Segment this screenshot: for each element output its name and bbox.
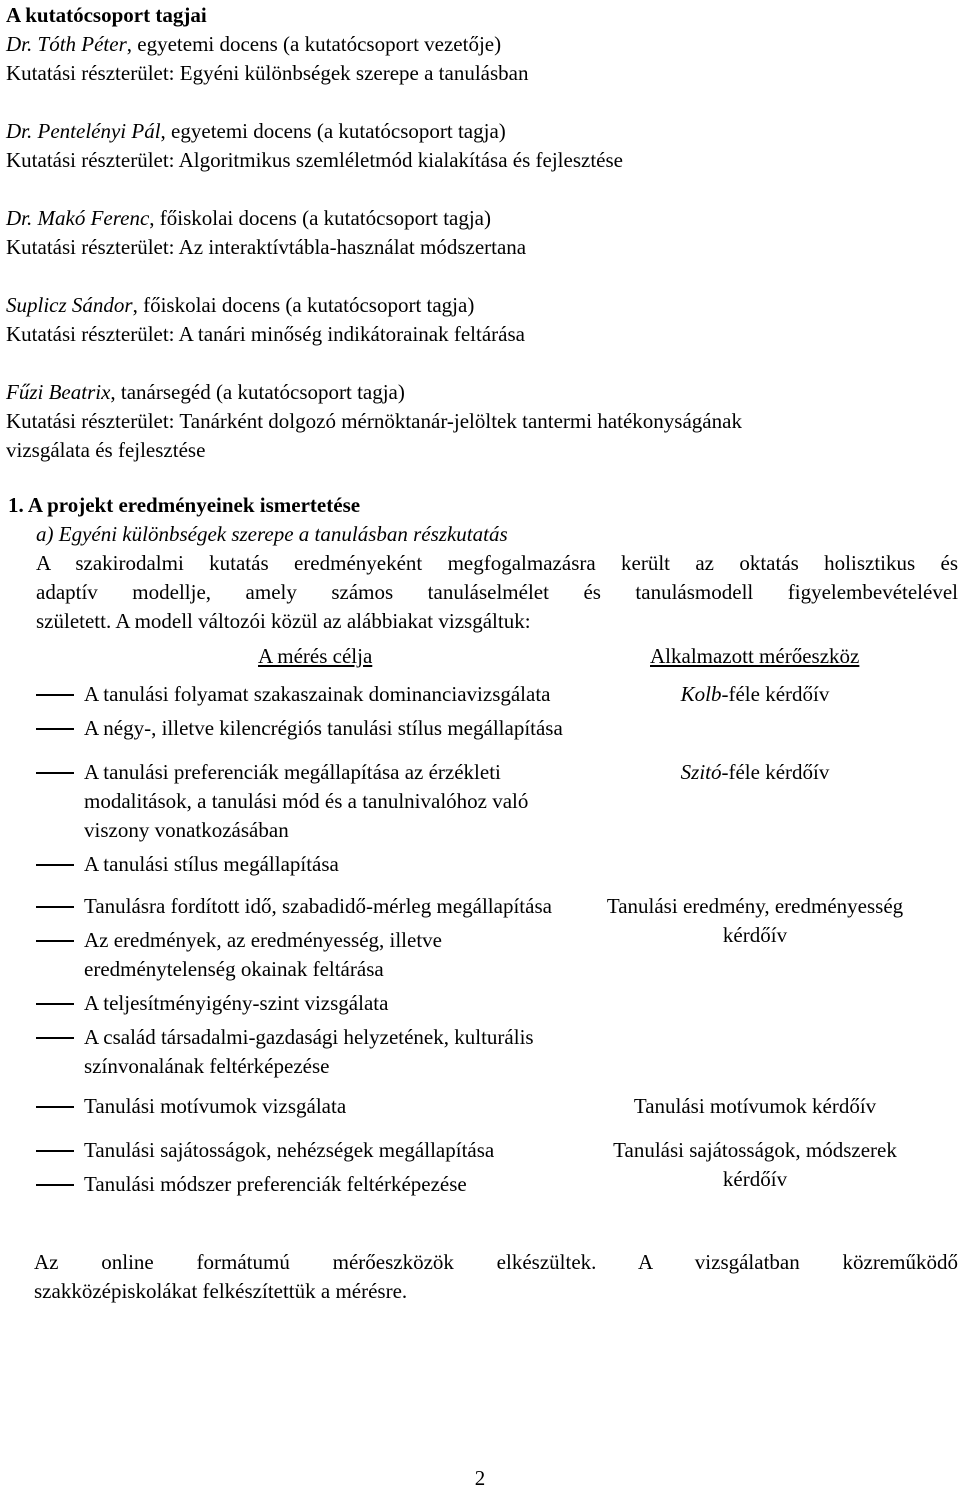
list-item-text: A tanulási stílus megállapítása xyxy=(84,852,339,876)
dash-bullet xyxy=(8,926,84,984)
measurement-table xyxy=(8,680,960,1204)
member-role: , főiskolai docens (a kutatócsoport tagja) xyxy=(132,293,475,317)
table-header xyxy=(8,642,960,676)
instrument-name: Tanulási eredmény, eredményesség kérdőív xyxy=(606,894,904,947)
list-item-text: A tanulási folyamat szakaszainak dominanciavizsgálata xyxy=(84,682,551,706)
column-header-instrument: Alkalmazott mérőeszköz xyxy=(650,644,860,668)
instrument-author: Szitó xyxy=(680,760,722,784)
measurement-purposes xyxy=(8,758,598,884)
member-entry xyxy=(6,30,960,88)
member-research-area: Kutatási részterület: Egyéni különbségek szerepe a tanulásban xyxy=(6,61,529,85)
paragraph-line: adaptív modellje, amely számos tanuláselmélet és tanulásmodell figyelembevételével xyxy=(36,580,958,604)
paragraph-line: A szakirodalmi kutatás eredményeként megfogalmazásra került az oktatás holisztikus és xyxy=(36,551,958,575)
list-item xyxy=(8,1023,598,1081)
instrument-name: Tanulási sajátosságok, módszerek kérdőív xyxy=(613,1138,897,1191)
list-item xyxy=(8,758,598,845)
document-page xyxy=(6,1,960,1306)
instrument-name: Tanulási motívumok kérdőív xyxy=(633,1094,877,1118)
member-entry xyxy=(6,117,960,175)
instrument-cell xyxy=(598,680,960,748)
table-row-group xyxy=(8,892,960,1086)
dash-bullet xyxy=(8,1092,84,1121)
list-item xyxy=(8,989,598,1018)
list-item-text: A család társadalmi-gazdasági helyzetének, kulturális színvonalának feltérképezése xyxy=(84,1025,534,1078)
dash-bullet xyxy=(8,1170,84,1199)
measurement-purposes xyxy=(8,1136,598,1204)
list-item-text: Tanulási sajátosságok, nehézségek megállapítása xyxy=(84,1138,495,1162)
list-item-text: Tanulási motívumok vizsgálata xyxy=(84,1094,347,1118)
closing-line: Az online formátumú mérőeszközök elkészültek. A vizsgálatban közreműködő xyxy=(34,1250,958,1274)
members-heading: A kutatócsoport tagjai xyxy=(6,3,207,27)
measurement-purposes xyxy=(8,892,598,1086)
member-research-area: Kutatási részterület: A tanári minőség indikátorainak feltárása xyxy=(6,322,525,346)
dash-bullet xyxy=(8,714,84,743)
instrument-cell xyxy=(598,758,960,884)
section-subtitle: a) Egyéni különbségek szerepe a tanulásban részkutatás xyxy=(36,522,508,546)
closing-paragraph xyxy=(6,1248,960,1306)
member-research-area: Kutatási részterület: Algoritmikus szemléletmód kialakítása és fejlesztése xyxy=(6,148,623,172)
list-item xyxy=(8,680,598,709)
list-item xyxy=(8,1170,598,1199)
member-entry xyxy=(6,378,960,465)
list-item xyxy=(8,892,598,921)
dash-bullet xyxy=(8,680,84,709)
member-research-area-cont: vizsgálata és fejlesztése xyxy=(6,438,206,462)
results-section xyxy=(6,491,960,1204)
measurement-purposes xyxy=(8,1092,598,1126)
member-entry xyxy=(6,291,960,349)
column-header-purpose: A mérés célja xyxy=(258,644,373,668)
list-item xyxy=(8,926,598,984)
member-entry xyxy=(6,204,960,262)
list-item xyxy=(8,1092,598,1121)
dash-bullet xyxy=(8,989,84,1018)
table-row-group xyxy=(8,1092,960,1126)
member-role: , egyetemi docens (a kutatócsoport tagja) xyxy=(160,119,506,143)
member-role: , tanársegéd (a kutatócsoport tagja) xyxy=(110,380,405,404)
member-name: Dr. Makó Ferenc xyxy=(6,206,150,230)
member-role: , főiskolai docens (a kutatócsoport tagja) xyxy=(149,206,491,230)
member-role: , egyetemi docens (a kutatócsoport vezetője) xyxy=(126,32,502,56)
dash-bullet xyxy=(8,758,84,845)
instrument-cell xyxy=(598,1136,960,1204)
page-number: 2 xyxy=(474,1466,486,1490)
list-item-text: Tanulásra fordított idő, szabadidő-mérleg megállapítása xyxy=(84,894,552,918)
list-item-text: A négy-, illetve kilencrégiós tanulási stílus megállapítása xyxy=(84,716,563,740)
dash-bullet xyxy=(8,892,84,921)
list-item xyxy=(8,850,598,879)
dash-bullet xyxy=(8,1136,84,1165)
member-name: Dr. Tóth Péter xyxy=(6,32,127,56)
member-name: Dr. Pentelényi Pál xyxy=(6,119,161,143)
list-item xyxy=(8,714,598,743)
table-row-group xyxy=(8,758,960,884)
table-row-group xyxy=(8,680,960,748)
list-item-text: Tanulási módszer preferenciák feltérképezése xyxy=(84,1172,467,1196)
instrument-cell xyxy=(598,892,960,1086)
paragraph-line: született. A modell változói közül az alábbiakat vizsgáltuk: xyxy=(36,609,531,633)
instrument-name: -féle kérdőív xyxy=(721,760,830,784)
list-item-text: A tanulási preferenciák megállapítása az érzékleti modalitások, a tanulási mód és a tanulnivalóhoz való viszony vonatkozásában xyxy=(84,760,529,842)
table-row-group xyxy=(8,1136,960,1204)
list-item-text: A teljesítményigény-szint vizsgálata xyxy=(84,991,389,1015)
section-title: 1. A projekt eredményeinek ismertetése xyxy=(8,493,361,517)
dash-bullet xyxy=(8,1023,84,1081)
member-research-area: Kutatási részterület: Az interaktívtábla-használat módszertana xyxy=(6,235,527,259)
instrument-author: Kolb xyxy=(680,682,722,706)
instrument-cell xyxy=(598,1092,960,1126)
list-item-text: Az eredmények, az eredményesség, illetve eredménytelenség okainak feltárása xyxy=(84,928,442,981)
instrument-name: -féle kérdőív xyxy=(721,682,830,706)
list-item xyxy=(8,1136,598,1165)
closing-line: szakközépiskolákat felkészítettük a mérésre. xyxy=(34,1279,408,1303)
member-name: Suplicz Sándor xyxy=(6,293,133,317)
measurement-purposes xyxy=(8,680,598,748)
member-research-area: Kutatási részterület: Tanárként dolgozó mérnöktanár-jelöltek tantermi hatékonyságának xyxy=(6,409,742,433)
dash-bullet xyxy=(8,850,84,879)
member-name: Fűzi Beatrix xyxy=(6,380,111,404)
